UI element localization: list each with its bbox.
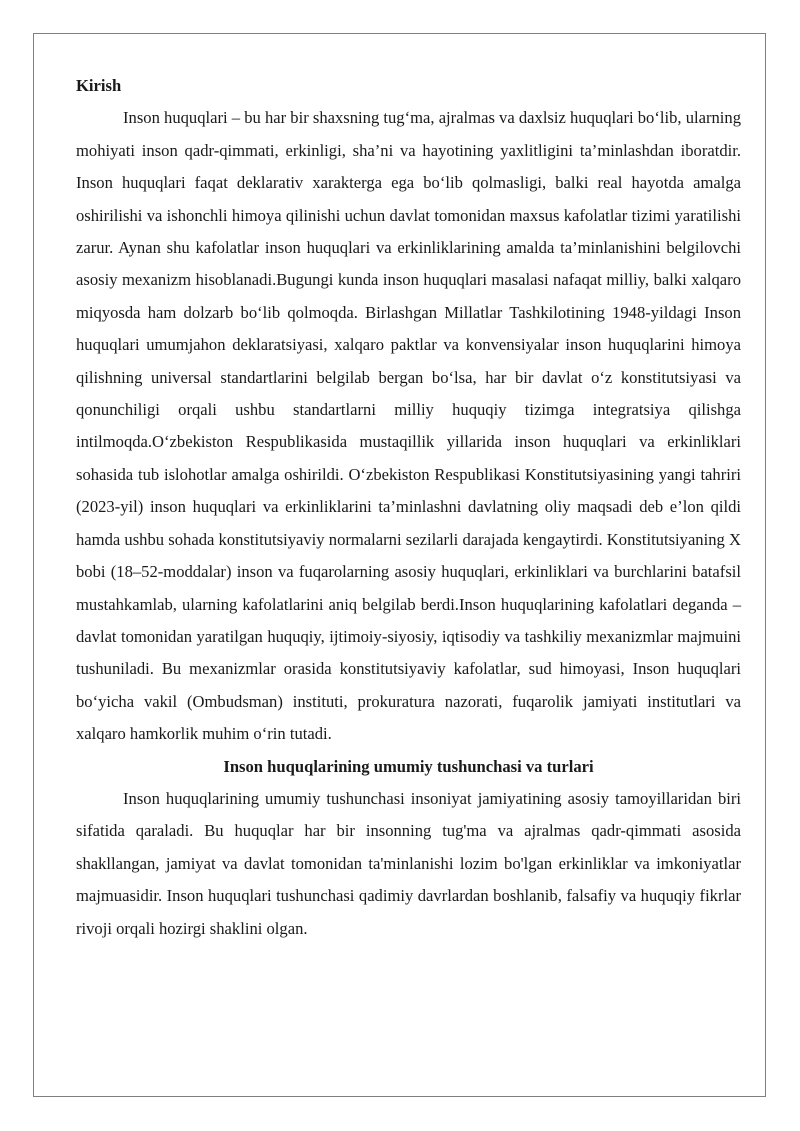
section-paragraph: Inson huquqlarining umumiy tushunchasi insoniyat jamiyatining asosiy tamoyillaridan biri sifatida qaraladi. Bu huquqlar har bir insonning tug'ma va ajralmas qadr-qimmati asosida shakllangan, jamiyat va davlat tomonidan ta'minlanishi lozim bo'lgan erkinliklar va imkoniyatlar majmuasidir. Inson huquqlari tushunchasi qadimiy davrlardan boshlanib, falsafiy va huquqiy fikrlar rivoji orqali hozirgi shaklini olgan. <box>76 788 741 938</box>
document-body <box>76 70 741 945</box>
section-title: Inson huquqlarining umumiy tushunchasi va turlari <box>223 756 594 776</box>
intro-heading: Kirish <box>76 76 122 95</box>
intro-paragraph: Inson huquqlari – bu har bir shaxsning tug‘ma, ajralmas va daxlsiz huquqlari bo‘lib, ularning mohiyati inson qadr-qimmati, erkinligi, sha’ni va hayotining yaxlitligini ta’minlashdan iboratdir. Inson huquqlari faqat deklarativ xarakterga ega bo‘lib qolmasligi, balki real hayotda amalga oshirilishi va ishonchli himoya qilinishi uchun davlat tomonidan maxsus kafolatlar tizimi yaratilishi zarur. Aynan shu kafolatlar inson huquqlari va erkinliklarining amalda ta’minlanishini belgilovchi asosiy mexanizm hisoblanadi.Bugungi kunda inson huquqlari masalasi nafaqat milliy, balki xalqaro miqyosda ham dolzarb bo‘lib qolmoqda. Birlashgan Millatlar Tashkilotining 1948-yildagi Inson huquqlari umumjahon deklaratsiyasi, xalqaro paktlar va konvensiyalar inson huquqlarini himoya qilishning universal standartlarini belgilab bergan bo‘lsa, har bir davlat o‘z konstitutsiyasi va qonunchiligi orqali ushbu standartlarni milliy huquqiy tizimga integratsiya qilishga intilmoqda.O‘zbekiston Respublikasida mustaqillik yillarida inson huquqlari va erkinliklari sohasida tub islohotlar amalga oshirildi. O‘zbekiston Respublikasi Konstitutsiyasining yangi tahriri (2023-yil) inson huquqlari va erkinliklarini ta’minlashni davlatning oliy maqsadi deb e’lon qildi hamda ushbu sohada konstitutsiyaviy normalarni sezilarli darajada kengaytirdi. Konstitutsiyaning X bobi (18–52-moddalar) inson va fuqarolarning asosiy huquqlari, erkinliklari va burchlarini batafsil mustahkamlab, ularning kafolatlarini aniq belgilab berdi.Inson huquqlarining kafolatlari deganda – davlat tomonidan yaratilgan huquqiy, ijtimoiy-siyosiy, iqtisodiy va tashkiliy mexanizmlar majmuini tushuniladi. Bu mexanizmlar orasida konstitutsiyaviy kafolatlar, sud himoyasi, Inson huquqlari bo‘yicha vakil (Ombudsman) instituti, prokuratura nazorati, fuqarolik jamiyati institutlari va xalqaro hamkorlik muhim o‘rin tutadi. <box>76 108 741 744</box>
